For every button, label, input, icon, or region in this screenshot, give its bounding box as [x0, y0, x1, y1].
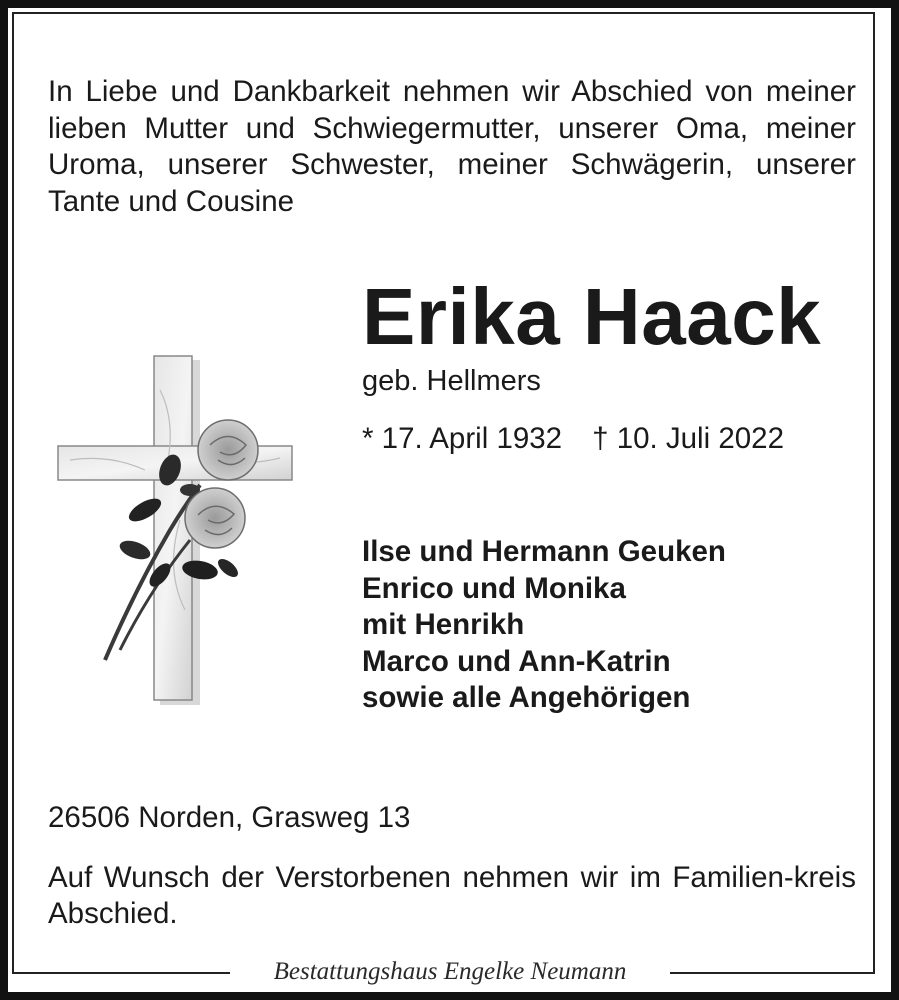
funeral-home: Bestattungshaus Engelke Neumann	[273, 958, 627, 985]
life-dates	[362, 421, 784, 457]
cross-with-roses-icon	[50, 350, 300, 710]
mourner-line: mit Henrikh	[362, 608, 525, 641]
mourner-line: Enrico und Monika	[362, 571, 626, 605]
mourner-line: Marco und Ann-Katrin	[362, 644, 671, 678]
death-date: † 10. Juli 2022	[592, 422, 784, 455]
birth-date: * 17. April 1932	[362, 422, 563, 455]
address: 26506 Norden, Grasweg 13	[48, 801, 411, 834]
deceased-name: Erika Haack	[362, 272, 822, 361]
intro-text: In Liebe und Dankbarkeit nehmen wir Abschied von meiner lieben Mutter und Schwiegermutter, unserer Oma, meiner Uroma, unserer Schwester, meiner Schwägerin, unserer Tante und Cousine	[48, 75, 856, 218]
mourners-list	[362, 534, 726, 717]
birth-name: geb. Hellmers	[362, 365, 541, 397]
footer-rule-right	[670, 972, 873, 974]
mourner-line: sowie alle Angehörigen	[362, 681, 691, 714]
wish-text: Auf Wunsch der Verstorbenen nehmen wir im Familien-kreis Abschied.	[48, 861, 856, 930]
footer-rule-left	[12, 972, 230, 974]
mourner-line: Ilse und Hermann Geuken	[362, 535, 726, 568]
